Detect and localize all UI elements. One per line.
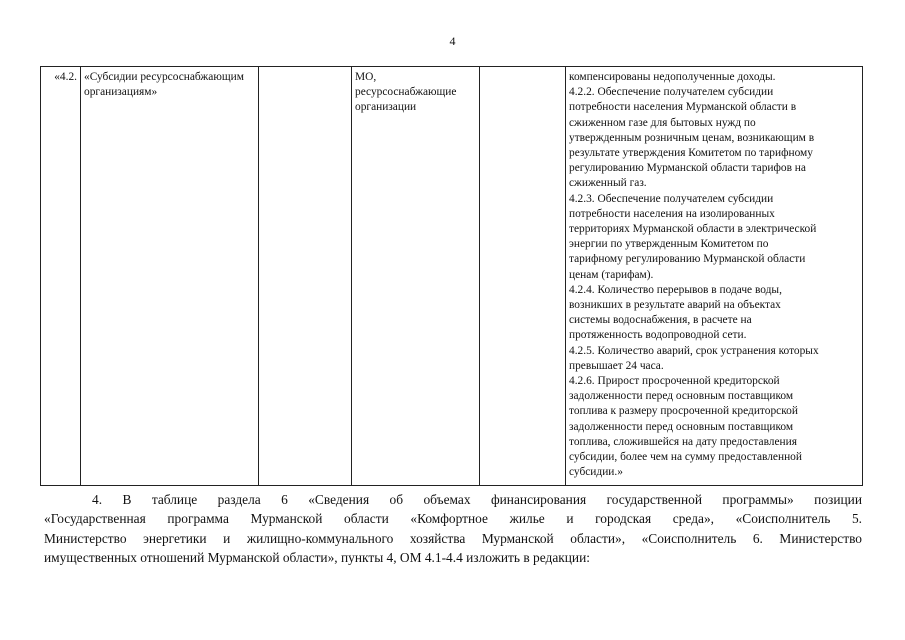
indicator-line: 4.2.4. Количество перерывов в подаче воды, — [569, 283, 782, 296]
row-name-cell: «Субсидии ресурсоснабжающим организациям» — [81, 67, 259, 486]
indicator-line: топлива к размеру просроченной кредиторской — [569, 405, 798, 418]
indicator-line: территориях Мурманской области в электрической — [569, 223, 817, 236]
indicator-line: системы водоснабжения, в расчете на — [569, 314, 752, 327]
indicator-line: 4.2.5. Количество аварий, срок устранения которых — [569, 344, 819, 357]
paragraph-line: «Государственная программа Мурманской области «Комфортное жилье и городская среда», «Соисполнитель 5. — [44, 511, 862, 527]
paragraph-line: имущественных отношений Мурманской области», пункты 4, ОМ 4.1-4.4 изложить в редакции: — [44, 550, 590, 566]
table-row — [41, 67, 863, 486]
indicator-line: сжиженный газ. — [569, 177, 647, 190]
indicator-line: задолженности перед основным поставщиком — [569, 420, 794, 433]
indicator-line: тарифному регулированию Мурманской области — [569, 253, 806, 266]
indicator-line: превышает 24 часа. — [569, 359, 664, 372]
indicator-line: потребности населения на изолированных — [569, 207, 775, 220]
page-number: 4 — [449, 34, 456, 48]
indicator-line: топлива, сложившейся на дату предоставления — [569, 435, 797, 448]
indicator-line: регулированию Мурманской области тарифов на — [569, 162, 806, 175]
paragraph-line: Министерство энергетики и жилищно-коммунального хозяйства Мурманской области», «Соисполнитель 6. Министерство — [44, 530, 862, 546]
indicator-line: протяженность водопроводной сети. — [569, 329, 747, 342]
empty-cell — [259, 67, 352, 486]
indicator-line: задолженности перед основным поставщиком — [569, 390, 794, 403]
indicator-line: потребности населения Мурманской области в — [569, 101, 797, 114]
indicator-line: 4.2.6. Прирост просроченной кредиторской — [569, 375, 780, 388]
indicator-line: сжиженном газе для бытовых нужд по — [569, 116, 756, 129]
indicator-line: ценам (тарифам). — [569, 268, 654, 281]
indicator-line: энергии по утвержденным Комитетом по — [569, 238, 769, 251]
indicator-line: субсидии, более чем на сумму предоставленной — [569, 451, 802, 464]
indicator-line: компенсированы недополученные доходы. — [569, 71, 776, 83]
indicators-cell — [566, 67, 863, 486]
program-table — [40, 66, 863, 486]
indicator-line: результате утверждения Комитетом по тарифному — [569, 147, 813, 160]
indicator-line: субсидии.» — [569, 466, 623, 479]
indicator-line: 4.2.3. Обеспечение получателем субсидии — [569, 192, 774, 205]
amendment-paragraph — [44, 490, 862, 568]
paragraph-line: 4. В таблице раздела 6 «Сведения об объемах финансирования государственной программы» позиции — [92, 492, 862, 507]
executor-cell: МО, ресурсоснабжающие организации — [352, 67, 480, 486]
indicator-line: возникших в результате аварий на объектах — [569, 299, 781, 312]
indicator-line: утвержденным розничным ценам, возникающим в — [569, 131, 815, 144]
row-number-cell: «4.2. — [41, 67, 81, 486]
empty-cell — [480, 67, 566, 486]
indicator-line: 4.2.2. Обеспечение получателем субсидии — [569, 86, 774, 99]
